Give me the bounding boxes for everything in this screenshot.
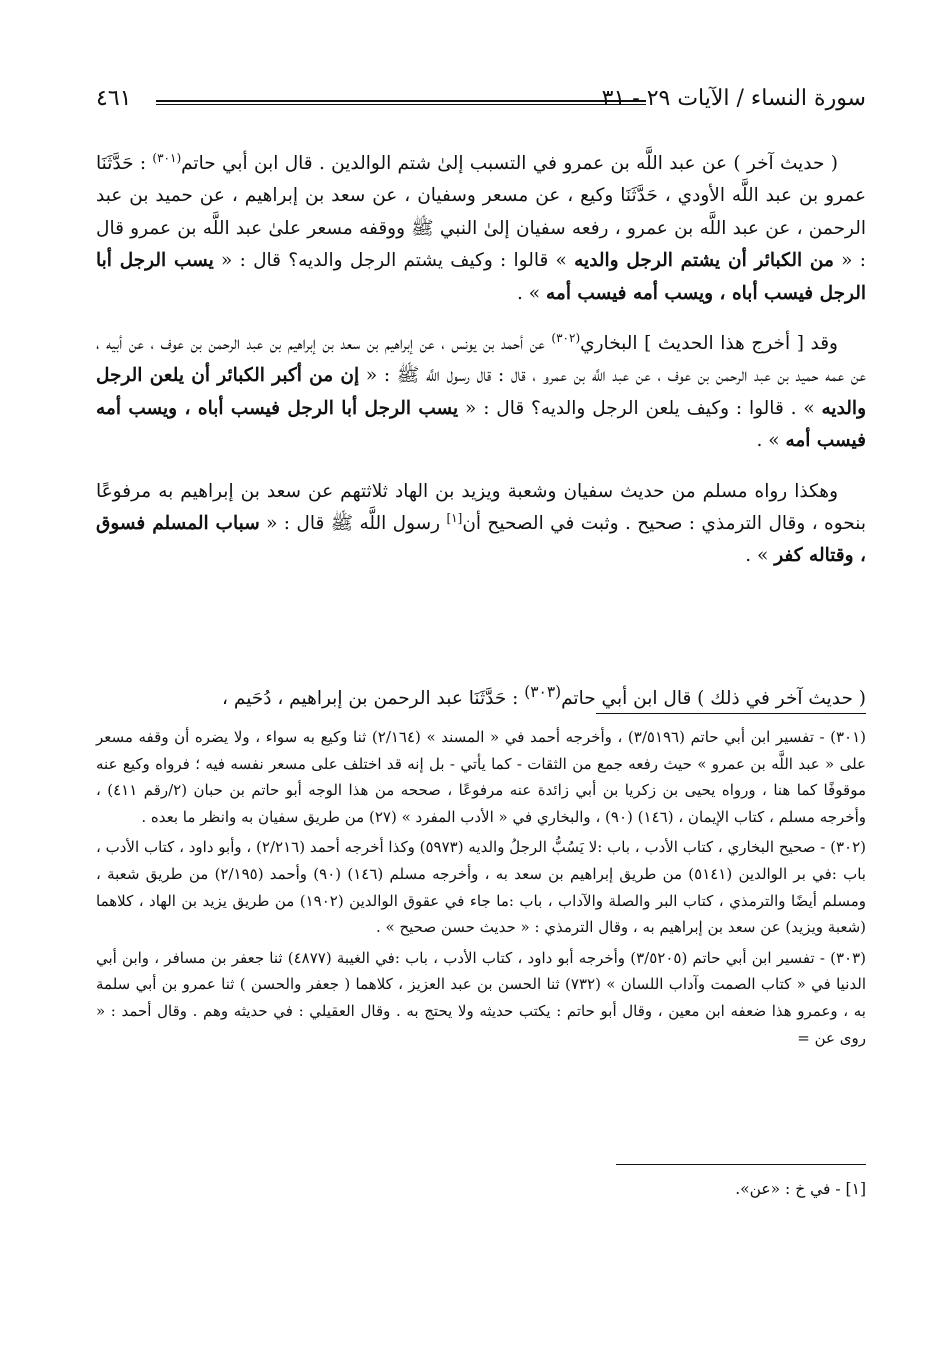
paragraph-4	[96, 676, 866, 715]
p1-hadith-2: يسب الرجل أبا الرجل فيسب أباه ، ويسب أمه فيسب أمه	[96, 250, 866, 304]
page-number: ٤٦١	[96, 86, 132, 111]
p1-text-2: : حَدَّثَنَا عمرو بن عبد اللَّه الأودي ، حَدَّثَنَا وكيع ، عن مسعر وسفيان ، عن سعد بن إبراهيم ، عن حميد بن عبد الرحمن ، عن عبد اللَّه بن عمرو ، رفعه سفيان إلىٰ النبي ﷺ ووقفه مسعر علىٰ عبد اللَّه بن عمرو قال : «	[96, 153, 866, 272]
p2-hadith-1: إن من أكبر الكبائر أن يلعن الرجل والديه	[96, 365, 867, 419]
footnote-303: (٣٠٣) - تفسير ابن أبي حاتم (٣/٥٢٠٥) وأخرجه أبو داود ، كتاب الأدب ، باب :في الغيبة (٤٨٧٧) ثنا جعفر بن مسافر ، وابن أبي الدنيا في « كتاب الصمت وآداب اللسان » (٧٣٢) ثنا الحسن بن عبد العزيز ، كلاهما ( جعفر والحسن ) ثنا عمرو بن أبي سلمة به ، وعمرو هذا ضعفه ابن معين ، وقال أبو حاتم : يكتب حديثه ولا يحتج به . وقال العقيلي : في حديثه وهم . وقال أحمد : « روى عن =	[96, 948, 867, 1047]
footnote-302: (٣٠٢) - صحيح البخاري ، كتاب الأدب ، باب :لا يَسُبُّ الرجلُ والديه (٥٩٧٣) وكذا أخرجه أحمد (٢/٢١٦) ، وأبو داود ، كتاب الأدب ، باب :في بر الوالدين (٥١٤١) من طريق إبراهيم بن سعد به ، وأخرجه مسلم (١٤٦) (٩٠) وأحمد (٢/١٩٥) من طريق شعبة ، ومسلم أيضًا والترمذي ، كتاب البر والصلة والآداب ، باب :ما جاء في عقوق الوالدين (١٩٠٢) من طريق يزيد بن الهاد ، كلاهما (شعبة ويزيد) عن سعد بن إبراهيم به ، وقال الترمذي : « حديث حسن صحيح » .	[96, 838, 866, 937]
p3-hadith-1: سباب المسلم فسوق ، وقتاله كفر	[96, 513, 866, 567]
manuscript-note: [١] - في خ : «عن».	[735, 1180, 866, 1198]
surah-title: سورة النساء / الآيات ٢٩ - ٣١	[601, 86, 866, 111]
p2-hadith-2: يسب الرجل أبا الرجل فيسب أباه ، ويسب أمه فيسب أمه	[96, 397, 866, 452]
p1-text-4: » .	[517, 282, 547, 304]
footnotes	[96, 724, 866, 1055]
endnote-separator	[616, 1164, 866, 1165]
p3-text-1: وهكذا رواه مسلم من حديث سفيان وشعبة ويزيد بن الهاد ثلاثتهم عن سعد بن إبراهيم به مرفوعًا بنحوه ، وقال الترمذي : صحيح . وثبت في الصحيح أن	[96, 480, 866, 535]
p3-text-3: » .	[745, 545, 775, 567]
p1-hadith-1: من الكبائر أن يشتم الرجل والديه	[574, 250, 834, 272]
p1-text-1: ( حديث آخر ) عن عبد اللَّه بن عمرو في التسبب إلىٰ شتم الوالدين . قال ابن أبي حاتم	[181, 153, 838, 174]
header-rule	[156, 100, 646, 105]
p1-footnote-ref: (٣٠١)	[152, 150, 182, 165]
paragraph-3	[96, 476, 866, 573]
paragraph-2	[96, 328, 866, 458]
p3-text-2: رسول اللَّه ﷺ قال : «	[259, 513, 447, 535]
p2-text-2: عن أحمد بن يونس ، عن إبراهيم بن سعد بن إبراهيم بن عبد الرحمن بن عوف ، عن أبيه ، عن عمه حميد بن عبد الرحمن بن عوف ، عن عبد اللَّه بن عمرو ، قال : قال رسول اللَّه ﷺ : «	[96, 333, 866, 387]
p4-text-2: : حَدَّثَنَا عبد الرحمن بن إبراهيم ، دُحَيم ،	[222, 688, 525, 710]
p2-text-3: » . قالوا : وكيف يلعن الرجل والديه؟ قال : «	[458, 397, 822, 419]
p3-footnote-ref: [١]	[446, 510, 463, 525]
paragraph-1	[96, 148, 866, 310]
p4-text-1: ( حديث آخر في ذلك ) قال ابن أبي حاتم	[561, 688, 866, 710]
footnote-301: (٣٠١) - تفسير ابن أبي حاتم (٣/٥١٩٦) ، وأخرجه أحمد في « المسند » (٢/١٦٤) ثنا وكيع به سواء ، ولا يضره أن وقفه مسعر على « عبد اللَّه بن عمرو » حيث رفعه جمع من الثقات - كما يأتي - بل إنه قد اختلف على مسعر نفسه فيه ؛ فرواه وكيع عنه موقوفًا كما هنا ، ورواه يحيى بن زكريا بن أبي زائدة عنه مرفوعًا ، صححه من هذا الوجه أبو حاتم بن حبان (٢/رقم ٤١١) ، وأخرجه مسلم ، كتاب الإيمان ، (١٤٦) (٩٠) ، والبخاري في « الأدب المفرد » (٢٧) من طريق سفيان به وانظر ما بعده .	[96, 728, 867, 826]
p2-footnote-ref: (٣٠٢)	[551, 330, 581, 345]
p2-text-1: وقد [ أخرج هذا الحديث ] البخاري	[580, 333, 838, 355]
main-text	[96, 148, 866, 591]
p4-footnote-ref: (٣٠٣)	[524, 683, 562, 701]
p2-text-4: » .	[756, 430, 786, 452]
p1-text-3: » قالوا : وكيف يشتم الرجل والديه؟ قال : «	[213, 250, 575, 272]
footnote-separator	[596, 713, 866, 714]
running-header	[96, 80, 866, 120]
